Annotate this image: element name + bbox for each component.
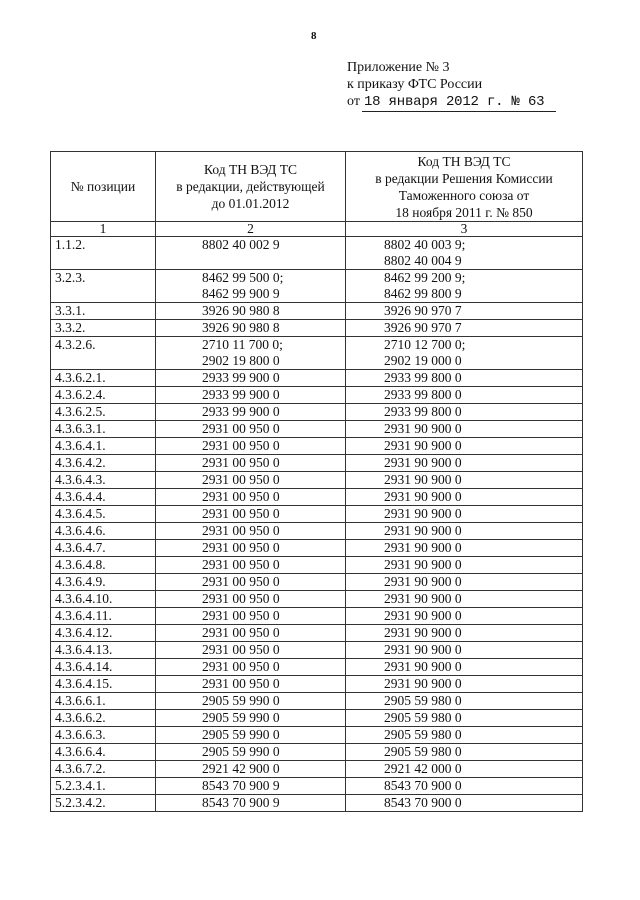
old-code-cell — [156, 506, 346, 523]
table-row — [51, 455, 583, 472]
old-code-cell — [156, 557, 346, 574]
old-code-cell — [156, 642, 346, 659]
table-row — [51, 370, 583, 387]
position-cell: 4.3.6.6.3. — [51, 727, 156, 744]
column-number-cell: 2 — [156, 222, 346, 237]
table-body — [51, 222, 583, 812]
new-code-cell — [346, 438, 583, 455]
position-cell: 4.3.6.2.4. — [51, 387, 156, 404]
table-row — [51, 506, 583, 523]
position-cell: 4.3.6.2.5. — [51, 404, 156, 421]
table-row — [51, 727, 583, 744]
code-value: 2902 19 800 0 — [202, 353, 280, 368]
old-code-cell — [156, 676, 346, 693]
code-value: 2931 00 950 0 — [202, 489, 280, 504]
code-value: 2931 90 900 0 — [384, 591, 462, 606]
code-value: 8543 70 900 0 — [384, 778, 462, 793]
old-code-cell — [156, 744, 346, 761]
old-code-cell — [156, 404, 346, 421]
new-code-cell — [346, 659, 583, 676]
position-cell: 4.3.6.4.13. — [51, 642, 156, 659]
code-value: 2931 00 950 0 — [202, 642, 280, 657]
position-cell: 4.3.6.4.11. — [51, 608, 156, 625]
old-code-cell — [156, 727, 346, 744]
code-value: 2931 00 950 0 — [202, 472, 280, 487]
code-value: 2905 59 980 0 — [384, 693, 462, 708]
code-value: 2905 59 980 0 — [384, 710, 462, 725]
position-cell: 4.3.6.4.14. — [51, 659, 156, 676]
header-line: № позиции — [70, 179, 136, 194]
position-cell: 4.3.2.6. — [51, 337, 156, 370]
code-value: 3926 90 980 8 — [202, 320, 280, 335]
column-number-cell: 1 — [51, 222, 156, 237]
appendix-order-reference: к приказу ФТС России — [347, 77, 483, 92]
new-code-cell — [346, 693, 583, 710]
new-code-cell — [346, 489, 583, 506]
code-value: 8462 99 500 0; — [202, 270, 284, 285]
new-code-cell — [346, 557, 583, 574]
position-cell: 4.3.6.4.7. — [51, 540, 156, 557]
code-value: 2931 00 950 0 — [202, 591, 280, 606]
code-value: 2931 00 950 0 — [202, 438, 280, 453]
table-row — [51, 778, 583, 795]
old-code-cell — [156, 387, 346, 404]
old-code-cell — [156, 320, 346, 337]
new-code-cell — [346, 591, 583, 608]
code-value: 2921 42 900 0 — [202, 761, 280, 776]
code-value: 8462 99 900 9 — [202, 286, 280, 301]
new-code-cell — [346, 506, 583, 523]
new-code-cell — [346, 540, 583, 557]
table-row — [51, 625, 583, 642]
header-line: Таможенного союза от — [398, 187, 530, 203]
table-row — [51, 320, 583, 337]
old-code-cell — [156, 455, 346, 472]
new-code-column-header — [346, 152, 583, 222]
position-cell: 3.3.2. — [51, 320, 156, 337]
table-row — [51, 489, 583, 506]
old-code-column-header — [156, 152, 346, 222]
code-value: 2931 90 900 0 — [384, 557, 462, 572]
position-cell: 1.1.2. — [51, 237, 156, 270]
code-value: 2931 90 900 0 — [384, 489, 462, 504]
appendix-title: Приложение № 3 — [347, 60, 450, 75]
code-value: 2905 59 990 0 — [202, 710, 280, 725]
new-code-cell — [346, 642, 583, 659]
position-cell: 4.3.6.4.12. — [51, 625, 156, 642]
code-value: 8543 70 900 9 — [202, 795, 280, 810]
position-cell: 4.3.6.4.1. — [51, 438, 156, 455]
code-value: 2931 00 950 0 — [202, 506, 280, 521]
old-code-cell — [156, 523, 346, 540]
table-row — [51, 337, 583, 370]
old-code-cell — [156, 540, 346, 557]
position-cell: 4.3.6.3.1. — [51, 421, 156, 438]
new-code-cell — [346, 761, 583, 778]
old-code-cell — [156, 370, 346, 387]
code-value: 2931 90 900 0 — [384, 472, 462, 487]
new-code-cell — [346, 710, 583, 727]
code-value: 2710 12 700 0; — [384, 337, 466, 352]
code-value: 2931 90 900 0 — [384, 540, 462, 555]
header-line: Код ТН ВЭД ТС — [204, 162, 297, 177]
new-code-cell — [346, 270, 583, 303]
position-cell: 4.3.6.4.3. — [51, 472, 156, 489]
table-row — [51, 591, 583, 608]
new-code-cell — [346, 676, 583, 693]
position-cell: 4.3.6.4.15. — [51, 676, 156, 693]
new-code-cell — [346, 370, 583, 387]
code-value: 2931 00 950 0 — [202, 540, 280, 555]
old-code-cell — [156, 659, 346, 676]
old-code-cell — [156, 438, 346, 455]
code-value: 2931 00 950 0 — [202, 557, 280, 572]
table-row — [51, 523, 583, 540]
code-value: 2931 00 950 0 — [202, 523, 280, 538]
old-code-cell — [156, 237, 346, 270]
new-code-cell — [346, 608, 583, 625]
header-line: до 01.01.2012 — [211, 196, 290, 211]
code-value: 2905 59 980 0 — [384, 727, 462, 742]
code-value: 2931 90 900 0 — [384, 455, 462, 470]
code-value: 8802 40 002 9 — [202, 237, 280, 252]
code-value: 2933 99 900 0 — [202, 404, 280, 419]
code-value: 2931 90 900 0 — [384, 642, 462, 657]
old-code-cell — [156, 778, 346, 795]
table-row — [51, 761, 583, 778]
table-header — [51, 152, 583, 222]
position-cell: 4.3.6.4.2. — [51, 455, 156, 472]
code-value: 2931 90 900 0 — [384, 506, 462, 521]
code-value: 2931 00 950 0 — [202, 625, 280, 640]
old-code-cell — [156, 472, 346, 489]
code-comparison-table — [50, 151, 583, 812]
code-value: 2931 00 950 0 — [202, 455, 280, 470]
new-code-cell — [346, 795, 583, 812]
old-code-cell — [156, 303, 346, 320]
code-value: 3926 90 980 8 — [202, 303, 280, 318]
new-code-cell — [346, 303, 583, 320]
table-row — [51, 421, 583, 438]
old-code-cell — [156, 795, 346, 812]
old-code-cell — [156, 625, 346, 642]
code-value: 2931 00 950 0 — [202, 676, 280, 691]
table-row — [51, 438, 583, 455]
position-cell: 4.3.6.4.5. — [51, 506, 156, 523]
table-row — [51, 387, 583, 404]
code-value: 3926 90 970 7 — [384, 320, 462, 335]
appendix-order-date-line — [347, 93, 556, 112]
code-value: 2931 90 900 0 — [384, 523, 462, 538]
code-value: 2905 59 990 0 — [202, 693, 280, 708]
new-code-cell — [346, 320, 583, 337]
code-value: 2902 19 000 0 — [384, 353, 462, 368]
position-column-header — [51, 152, 156, 222]
old-code-cell — [156, 761, 346, 778]
code-value: 8802 40 003 9; — [384, 237, 466, 252]
code-value: 2931 90 900 0 — [384, 574, 462, 589]
new-code-cell — [346, 472, 583, 489]
new-code-cell — [346, 455, 583, 472]
appendix-from-prefix: от — [347, 94, 360, 109]
code-value: 2931 90 900 0 — [384, 659, 462, 674]
code-value: 8462 99 800 9 — [384, 286, 462, 301]
old-code-cell — [156, 489, 346, 506]
position-cell: 3.3.1. — [51, 303, 156, 320]
code-value: 2931 90 900 0 — [384, 676, 462, 691]
table-row — [51, 303, 583, 320]
old-code-cell — [156, 421, 346, 438]
new-code-cell — [346, 387, 583, 404]
code-value: 8462 99 200 9; — [384, 270, 466, 285]
header-line: 18 ноября 2011 г. № 850 — [395, 204, 533, 220]
code-value: 2931 90 900 0 — [384, 625, 462, 640]
new-code-cell — [346, 625, 583, 642]
old-code-cell — [156, 710, 346, 727]
appendix-header — [347, 59, 556, 112]
code-value: 2933 99 900 0 — [202, 387, 280, 402]
old-code-cell — [156, 591, 346, 608]
position-cell: 3.2.3. — [51, 270, 156, 303]
new-code-cell — [346, 727, 583, 744]
header-line: в редакции, действующей — [176, 179, 325, 194]
code-value: 2905 59 980 0 — [384, 744, 462, 759]
code-value: 2931 00 950 0 — [202, 574, 280, 589]
code-value: 2905 59 990 0 — [202, 727, 280, 742]
position-cell: 4.3.6.6.2. — [51, 710, 156, 727]
appendix-order-date-number: 18 января 2012 г. № 63 — [362, 94, 556, 112]
header-line: Код ТН ВЭД ТС — [417, 153, 511, 169]
table-row — [51, 608, 583, 625]
new-code-cell — [346, 404, 583, 421]
table-row — [51, 642, 583, 659]
position-cell: 4.3.6.6.4. — [51, 744, 156, 761]
old-code-cell — [156, 337, 346, 370]
old-code-cell — [156, 574, 346, 591]
position-cell: 4.3.6.6.1. — [51, 693, 156, 710]
position-cell: 4.3.6.4.10. — [51, 591, 156, 608]
position-cell: 4.3.6.7.2. — [51, 761, 156, 778]
column-number-cell: 3 — [346, 222, 583, 237]
new-code-cell — [346, 337, 583, 370]
table-row — [51, 710, 583, 727]
code-value: 2710 11 700 0; — [202, 337, 283, 352]
code-value: 2905 59 990 0 — [202, 744, 280, 759]
code-value: 8543 70 900 9 — [202, 778, 280, 793]
code-value: 2931 00 950 0 — [202, 608, 280, 623]
table-row — [51, 557, 583, 574]
code-value: 2921 42 000 0 — [384, 761, 462, 776]
table-row — [51, 574, 583, 591]
position-cell: 4.3.6.4.4. — [51, 489, 156, 506]
code-value: 8543 70 900 0 — [384, 795, 462, 810]
table-row — [51, 237, 583, 270]
position-cell: 4.3.6.4.8. — [51, 557, 156, 574]
position-cell: 4.3.6.2.1. — [51, 370, 156, 387]
new-code-cell — [346, 744, 583, 761]
code-value: 2931 90 900 0 — [384, 421, 462, 436]
header-line: в редакции Решения Комиссии — [375, 170, 553, 186]
code-value: 2931 90 900 0 — [384, 608, 462, 623]
new-code-cell — [346, 523, 583, 540]
code-value: 2931 90 900 0 — [384, 438, 462, 453]
code-value: 2933 99 800 0 — [384, 404, 462, 419]
position-cell: 5.2.3.4.2. — [51, 795, 156, 812]
table-row — [51, 540, 583, 557]
old-code-cell — [156, 608, 346, 625]
code-value: 2931 00 950 0 — [202, 659, 280, 674]
table-row — [51, 693, 583, 710]
code-value: 2933 99 800 0 — [384, 370, 462, 385]
new-code-cell — [346, 421, 583, 438]
position-cell: 4.3.6.4.6. — [51, 523, 156, 540]
code-value: 8802 40 004 9 — [384, 253, 462, 268]
position-cell: 4.3.6.4.9. — [51, 574, 156, 591]
table-row — [51, 659, 583, 676]
table-row — [51, 676, 583, 693]
code-value: 3926 90 970 7 — [384, 303, 462, 318]
code-value: 2933 99 900 0 — [202, 370, 280, 385]
new-code-cell — [346, 778, 583, 795]
table-row — [51, 270, 583, 303]
table-row — [51, 404, 583, 421]
table-row — [51, 795, 583, 812]
page-number: 8 — [311, 30, 317, 42]
old-code-cell — [156, 693, 346, 710]
new-code-cell — [346, 237, 583, 270]
old-code-cell — [156, 270, 346, 303]
table-row — [51, 744, 583, 761]
table-row — [51, 472, 583, 489]
code-value: 2933 99 800 0 — [384, 387, 462, 402]
new-code-cell — [346, 574, 583, 591]
code-value: 2931 00 950 0 — [202, 421, 280, 436]
column-number-row — [51, 222, 583, 237]
position-cell: 5.2.3.4.1. — [51, 778, 156, 795]
